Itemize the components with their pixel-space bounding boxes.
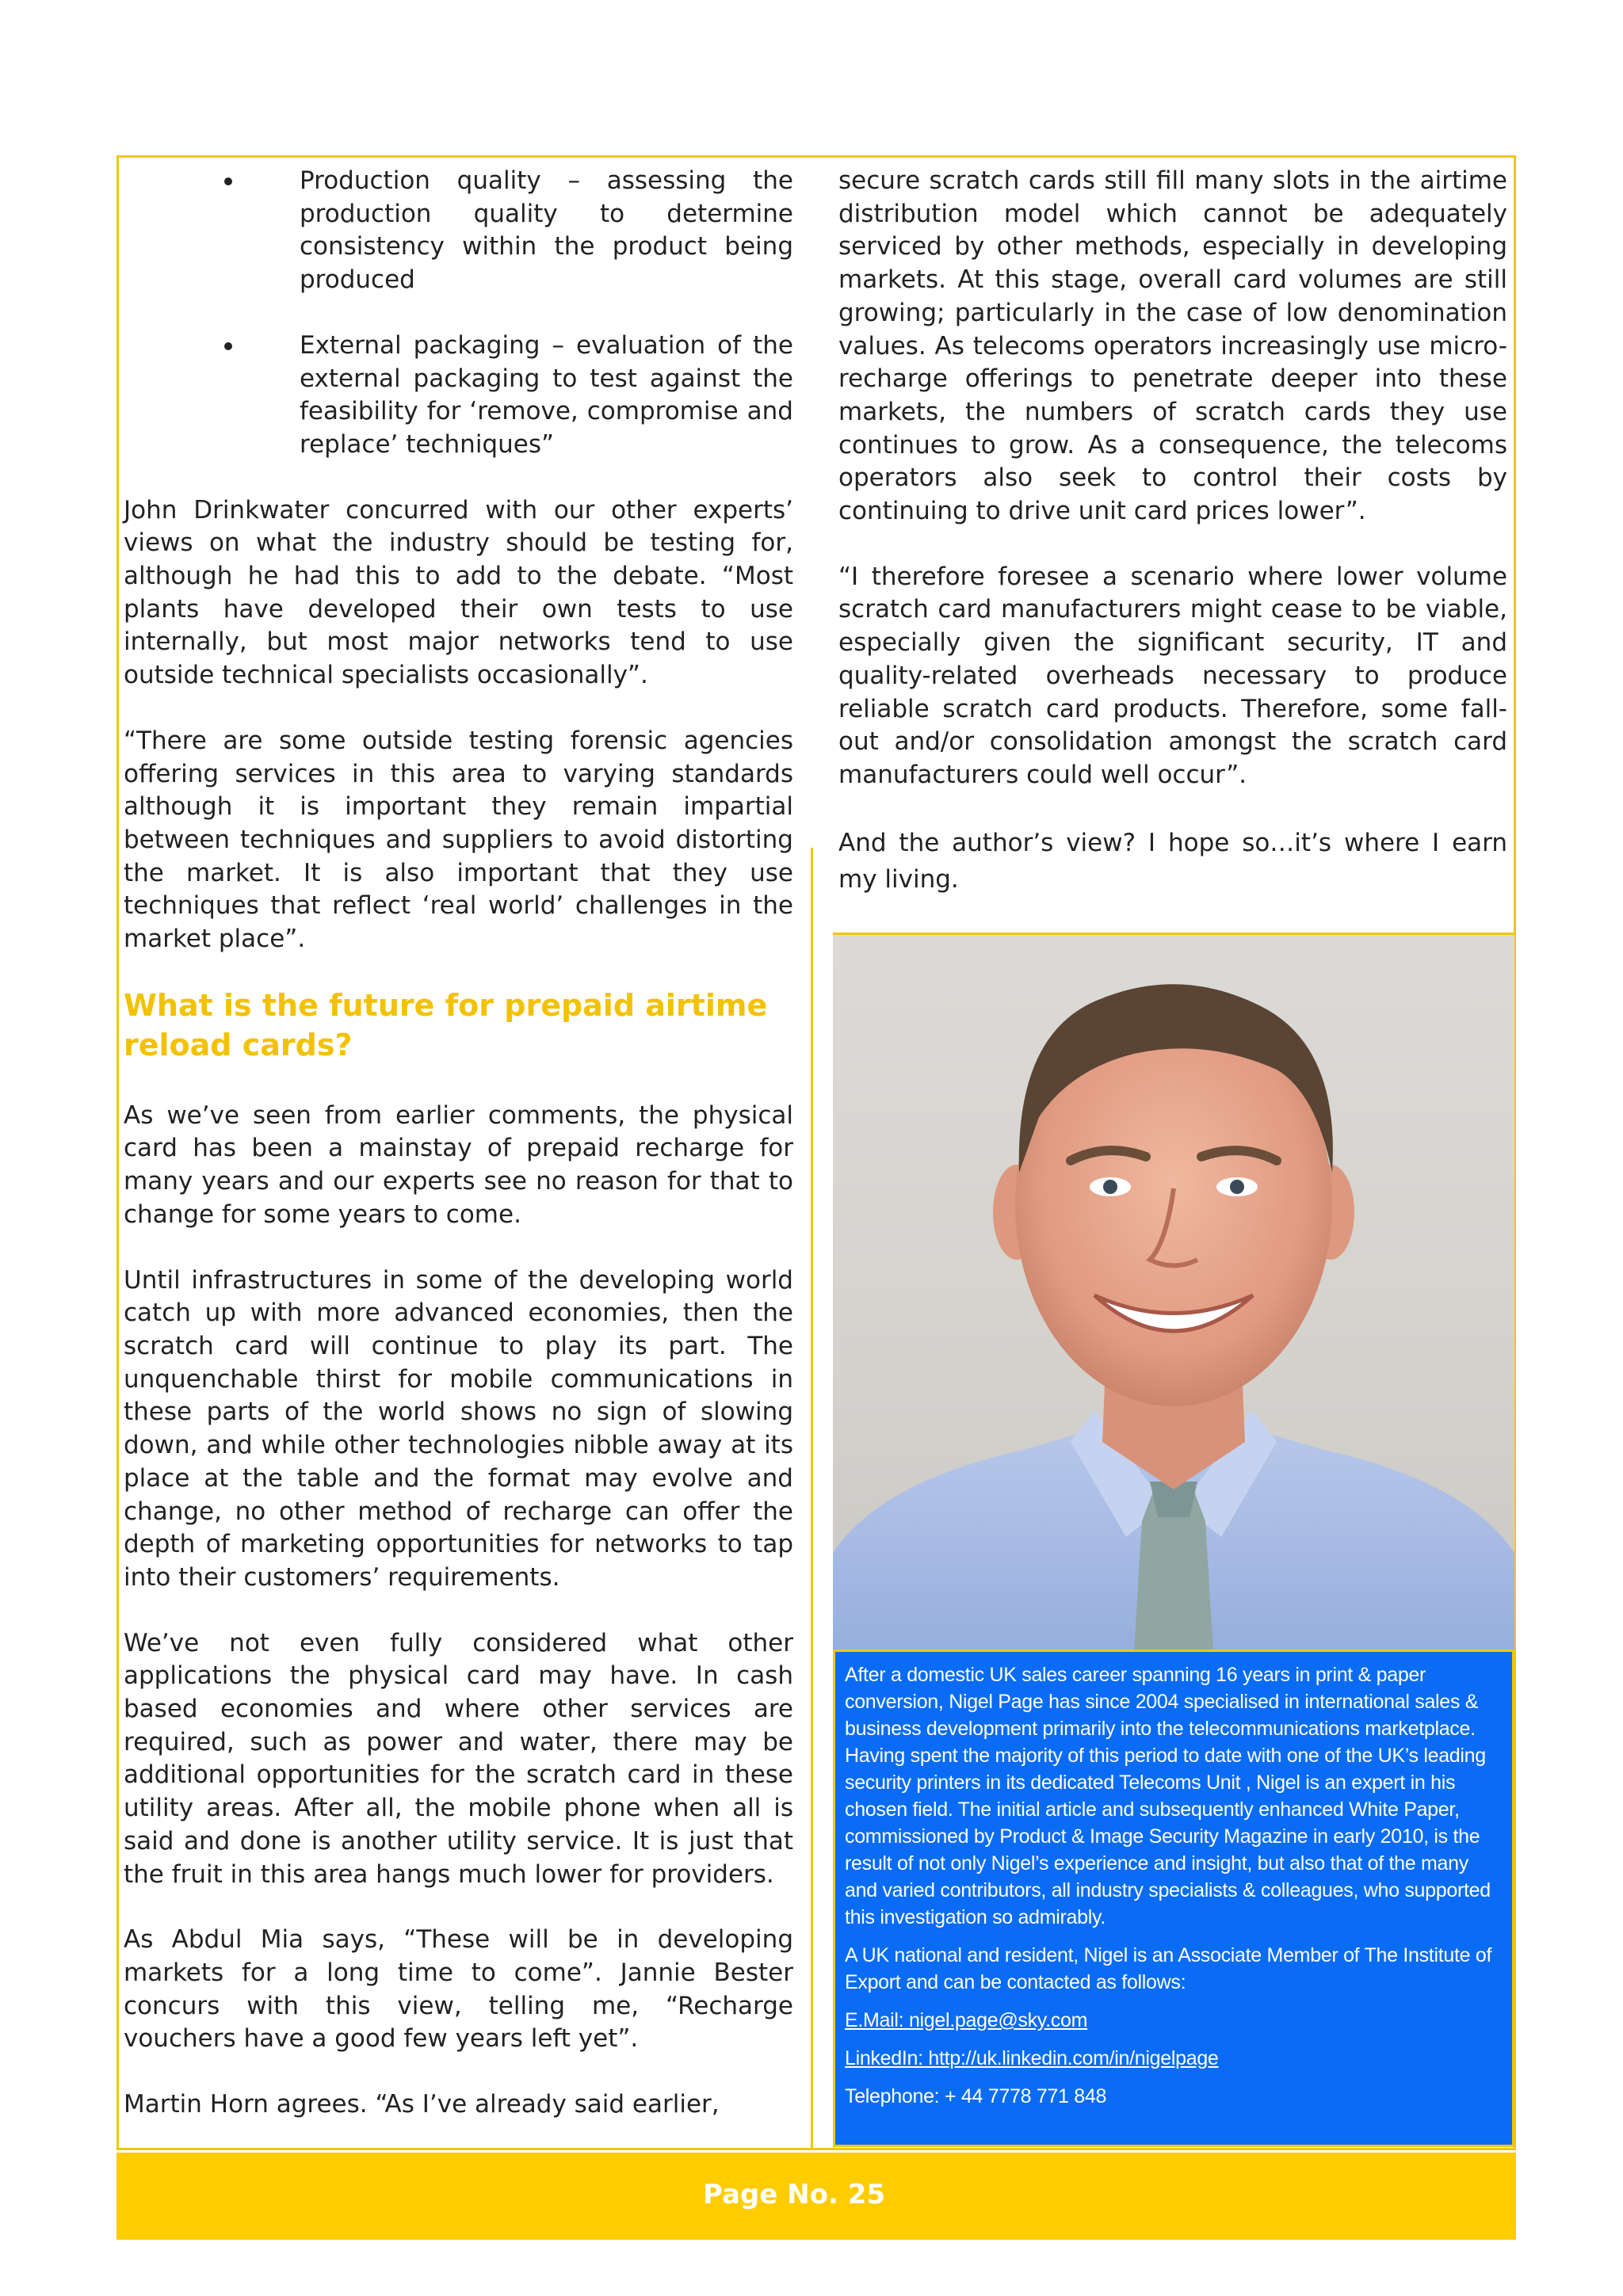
paragraph: “There are some outside testing forensic agencies offering services in this area to varying standards although it is important they remain impartial between techniques and suppliers to avoid distorting the market. It is also important that they use techniques that reflect ‘real world’ challenges in the market place”. [124, 726, 793, 954]
paragraph: We’ve not even fully considered what other applications the physical card may have. In cash based economies and where other services are required, such as power and water, there may be additional opportunities for the scratch card in these utility areas. After all, the mobile phone when all is said and done is another utility service. It is just that the fruit in this area hangs much lower for providers. [124, 1628, 793, 1889]
bullet-item [124, 165, 793, 297]
paragraph: As Abdul Mia says, “These will be in developing markets for a long time to come”. Jannie Bester concurs with this view, telling me, “Recharge vouchers have a good few years left yet”. [124, 1925, 793, 2054]
page-number: Page No. 25 [702, 2179, 886, 2210]
bullet-text: Production quality – assessing the production quality to determine consistency within the product being produced [300, 166, 793, 295]
left-column [124, 165, 793, 2154]
column-divider [811, 848, 813, 2150]
paragraph: “I therefore foresee a scenario where lower volume scratch card manufacturers might cease to be viable, especially given the significant security, IT and quality-related overheads necessary to produce reliable scratch card products. Therefore, some fall-out and/or consolidation amongst the scratch card manufacturers could well occur”. [838, 562, 1507, 789]
section-heading: What is the future for prepaid airtime reload cards? [124, 987, 768, 1062]
telephone-text: Telephone: + 44 7778 771 848 [845, 2085, 1107, 2107]
bullet-item [124, 330, 793, 462]
bullet-dot-icon [224, 342, 232, 350]
paragraph: John Drinkwater concurred with our other experts’ views on what the industry should be testing for, although he had this to add to the debate. “Most plants have developed their own tests to use internally, but most major networks tend to use outside technical specialists occasionally”. [124, 495, 793, 690]
author-view: And the author’s view? I hope so…it’s where I earn my living. [838, 828, 1507, 894]
bio-paragraph: A UK national and resident, Nigel is an Associate Member of The Institute of Export and can be contacted as follows: [845, 1944, 1492, 1993]
bullet-text: External packaging – evaluation of the external packaging to test against the feasibility for ‘remove, compromise and replace’ techniques” [300, 330, 793, 459]
bullet-list [124, 165, 793, 462]
paragraph: secure scratch cards still fill many slots in the airtime distribution model which cannot be adequately serviced by other methods, especially in developing markets. At this stage, overall card volumes are still growing; particularly in the case of low denomination values. As telecoms operators increasingly use micro-recharge offerings to penetrate deeper into these markets, the numbers of scratch cards they use continues to grow. As a consequence, the telecoms operators also seek to control their costs by continuing to drive unit card prices lower”. [838, 166, 1507, 526]
author-bio-box [833, 1650, 1514, 2147]
bio-paragraph: After a domestic UK sales career spanning 16 years in print & paper conversion, Nigel Page has since 2004 specialised in international sales & business development primarily into the telecommunications marketplace. Having spent the majority of this period to date with one of the UK’s leading security printers in its dedicated Telecoms Unit , Nigel is an expert in his chosen field. The initial article and subsequently enhanced White Paper, commissioned by Product & Image Security Magazine in early 2010, is the result of not only Nigel’s experience and insight, but also that of the many and varied contributors, all industry specialists & colleagues, who supported this investigation so admirably. [845, 1664, 1491, 1928]
linkedin-link[interactable]: LinkedIn: http://uk.linkedin.com/in/nigelpage [845, 2047, 1219, 2069]
author-photo [833, 933, 1514, 1652]
paragraph: Until infrastructures in some of the developing world catch up with more advanced economies, then the scratch card will continue to play its part. The unquenchable thirst for mobile communications in these parts of the world shows no sign of slowing down, and while other technologies nibble away at its place at the table and the format may evolve and change, no other method of recharge can offer the depth of marketing opportunities for networks to tap into their customers’ requirements. [124, 1265, 793, 1592]
author-portrait-image [833, 935, 1514, 1652]
paragraph: Martin Horn agrees. “As I’ve already said earlier, [124, 2090, 720, 2119]
email-link[interactable]: E.Mail: nigel.page@sky.com [845, 2009, 1088, 2031]
right-column [838, 165, 1507, 930]
paragraph: As we’ve seen from earlier comments, the physical card has been a mainstay of prepaid recharge for many years and our experts see no reason for that to change for some years to come. [124, 1100, 793, 1229]
bullet-dot-icon [224, 177, 232, 185]
